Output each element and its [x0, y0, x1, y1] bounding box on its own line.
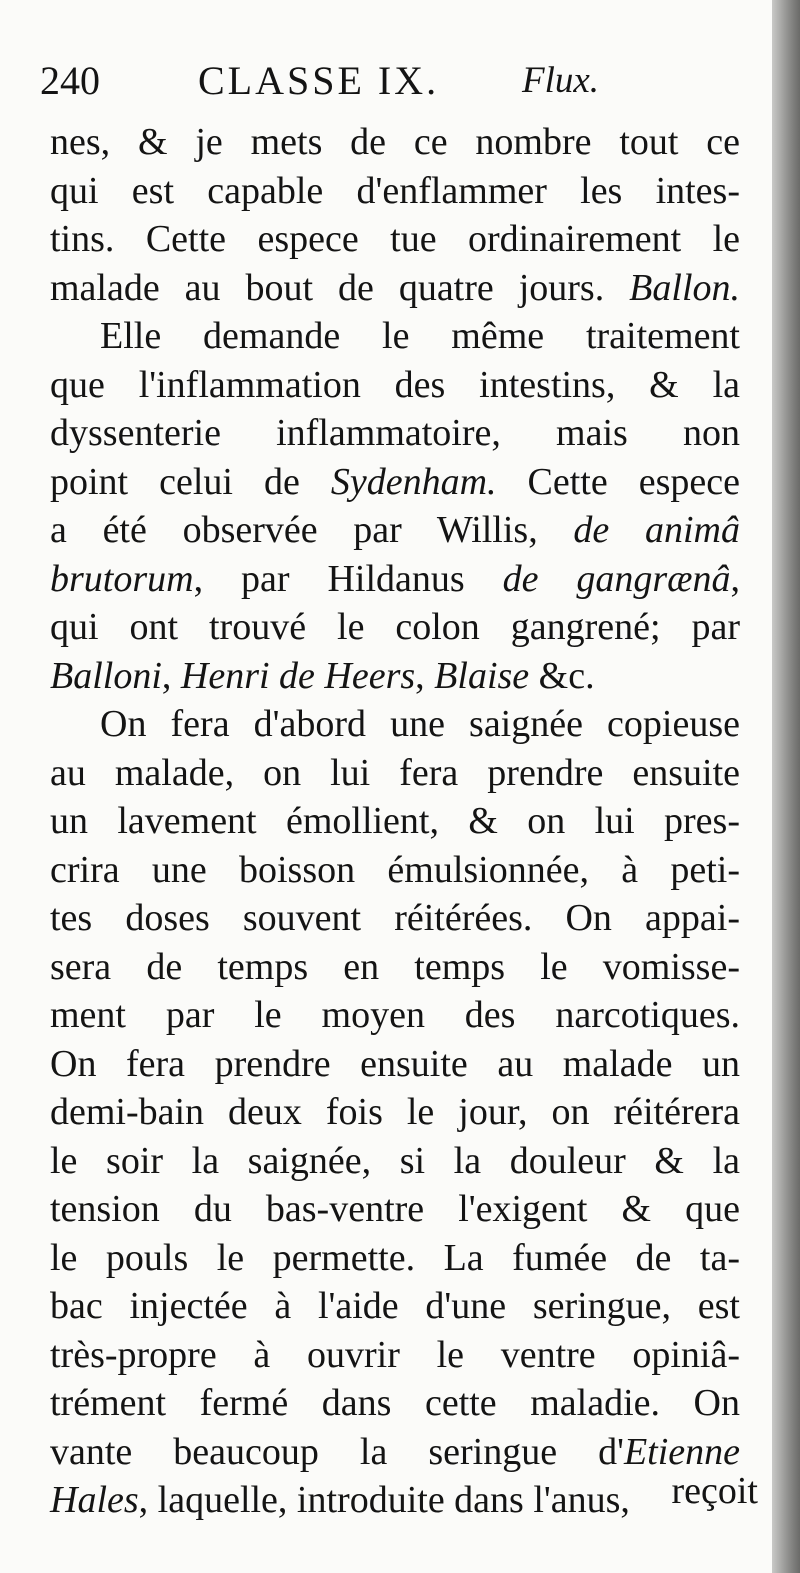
- italic-text: Blaise: [434, 654, 530, 697]
- italic-text: de gangrænâ: [502, 557, 731, 600]
- text-line: [50, 700, 740, 749]
- italic-text: Henri de Heers: [180, 654, 416, 697]
- text-line: [50, 1234, 740, 1283]
- text-line: [50, 797, 740, 846]
- text-segment: nes, & je mets de ce nombre tout ce: [50, 121, 740, 163]
- text-line: [50, 264, 740, 313]
- text-segment: Cette espece: [496, 460, 740, 503]
- text-line: [50, 1379, 740, 1428]
- text-line: [50, 991, 740, 1040]
- text-segment: que l'inflammation des intestins, & la: [50, 363, 740, 406]
- text-segment: très-propre à ouvrir le ventre opiniâ-: [50, 1333, 740, 1376]
- text-line: [50, 894, 740, 943]
- text-segment: On fera prendre ensuite au malade un: [50, 1042, 740, 1085]
- italic-text: de animâ: [573, 509, 740, 551]
- running-header: [40, 56, 740, 106]
- text-segment: tension du bas-ventre l'exigent & que: [50, 1188, 740, 1230]
- text-line: [50, 846, 740, 895]
- text-segment: vante beaucoup la seringue d': [50, 1430, 624, 1473]
- text-segment: le pouls le permette. La fumée de ta-: [50, 1236, 740, 1279]
- text-segment: , laquelle, introduite dans l'anus,: [138, 1479, 630, 1521]
- text-segment: point celui de: [50, 460, 331, 503]
- text-line: [50, 118, 740, 167]
- text-segment: tes doses souvent réitérées. On appai-: [50, 897, 740, 939]
- text-segment: a été observée par Willis,: [50, 509, 574, 551]
- section-title: Flux.: [522, 60, 600, 101]
- text-line: [50, 506, 740, 555]
- text-line: [50, 555, 740, 604]
- text-segment: qui ont trouvé le colon gangrené; par: [50, 606, 740, 648]
- text-segment: dyssenterie inflammatoire, mais non: [50, 412, 740, 454]
- text-segment: bac injectée à l'aide d'une seringue, est: [50, 1285, 740, 1327]
- text-segment: au malade, on lui fera prendre ensuite: [50, 751, 740, 794]
- text-segment: qui est capable d'enflammer les intes-: [50, 169, 740, 212]
- italic-text: Ballon.: [629, 266, 740, 309]
- text-line: [50, 1331, 740, 1380]
- text-line: [50, 312, 740, 361]
- text-segment: ,: [730, 557, 740, 600]
- italic-text: Hales: [50, 1479, 139, 1521]
- text-line: [50, 167, 740, 216]
- italic-text: brutorum: [50, 557, 194, 600]
- text-line: [50, 603, 740, 652]
- class-title: CLASSE IX.: [198, 58, 440, 103]
- text-segment: ,: [161, 654, 181, 697]
- text-segment: malade au bout de quatre jours.: [50, 266, 630, 309]
- text-line: [50, 361, 740, 410]
- text-line: [50, 215, 740, 264]
- text-segment: ment par le moyen des narcotiques.: [50, 994, 740, 1036]
- italic-text: Sydenham.: [330, 460, 497, 503]
- catchword: reçoit: [671, 1470, 758, 1512]
- italic-text: Balloni: [50, 654, 162, 697]
- text-line: [50, 652, 740, 701]
- text-segment: un lavement émollient, & on lui pres-: [50, 800, 740, 842]
- text-line: [50, 1185, 740, 1234]
- text-segment: On fera d'abord une saignée copieuse: [100, 703, 740, 745]
- page-edge: [772, 0, 800, 1573]
- text-segment: trément fermé dans cette maladie. On: [50, 1382, 740, 1424]
- italic-text: Etienne: [623, 1430, 740, 1473]
- text-segment: &c.: [529, 654, 595, 697]
- text-line: [50, 943, 740, 992]
- text-segment: tins. Cette espece tue ordinairement le: [50, 218, 740, 260]
- text-line: [50, 749, 740, 798]
- text-line: [50, 409, 740, 458]
- text-line: [50, 1088, 740, 1137]
- text-segment: le soir la saignée, si la douleur & la: [50, 1139, 740, 1182]
- text-segment: sera de temps en temps le vomisse-: [50, 945, 740, 988]
- text-line: [50, 1137, 740, 1186]
- text-line: [50, 458, 740, 507]
- text-segment: , par Hildanus: [193, 557, 503, 600]
- page-number: 240: [40, 58, 100, 103]
- text-line: [50, 1282, 740, 1331]
- text-line: [50, 1040, 740, 1089]
- text-segment: crira une boisson émulsionnée, à peti-: [50, 848, 740, 891]
- text-segment: demi-bain deux fois le jour, on réitérera: [50, 1091, 740, 1133]
- text-segment: ,: [415, 654, 435, 697]
- body-text: [50, 118, 740, 1525]
- text-segment: Elle demande le même traitement: [100, 315, 740, 357]
